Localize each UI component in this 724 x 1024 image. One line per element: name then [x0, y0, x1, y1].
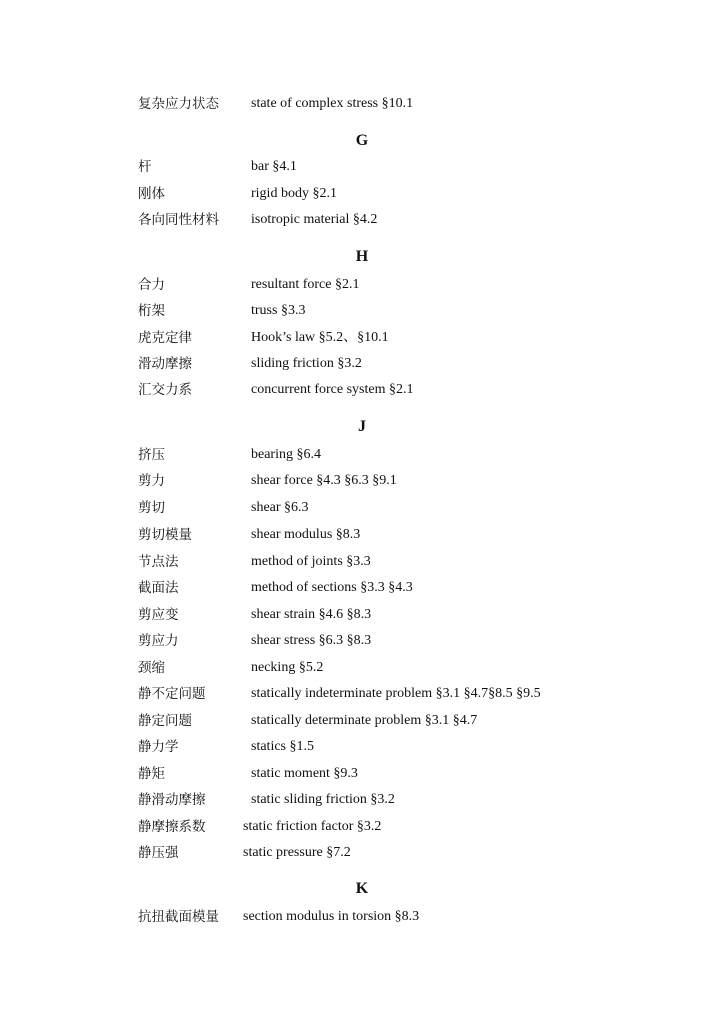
glossary-entry [0, 657, 724, 679]
term-english: static pressure §7.2 [243, 845, 351, 860]
glossary-entry [0, 763, 724, 785]
term-chinese: 剪切模量 [138, 527, 192, 543]
term-chinese: 颈缩 [138, 660, 165, 676]
glossary-entry [0, 327, 724, 349]
term-chinese: 剪应变 [138, 607, 179, 623]
term-english: statically indeterminate problem §3.1 §4.7§8.5 §9.5 [251, 686, 541, 701]
term-chinese: 虎克定律 [138, 330, 192, 346]
section-letter-h: H [355, 248, 369, 265]
term-english: statically determinate problem §3.1 §4.7 [251, 713, 478, 728]
term-chinese: 杆 [138, 159, 152, 175]
term-chinese: 静摩擦系数 [138, 819, 206, 835]
glossary-entry [0, 683, 724, 705]
term-chinese: 静矩 [138, 766, 165, 782]
glossary-entry [0, 497, 724, 519]
term-english: bar §4.1 [251, 159, 297, 174]
glossary-entry [0, 209, 724, 231]
term-chinese: 节点法 [138, 554, 179, 570]
glossary-entry [0, 577, 724, 599]
glossary-entry [0, 379, 724, 401]
term-english: sliding friction §3.2 [251, 356, 362, 371]
term-english: truss §3.3 [251, 303, 306, 318]
term-chinese: 剪力 [138, 473, 165, 489]
glossary-entry [0, 274, 724, 296]
section-letter-g: G [355, 132, 369, 149]
glossary-entry [0, 710, 724, 732]
term-chinese: 静力学 [138, 739, 179, 755]
glossary-entry [0, 93, 724, 115]
term-english: rigid body §2.1 [251, 186, 337, 201]
glossary-entry [0, 183, 724, 205]
term-chinese: 复杂应力状态 [138, 96, 219, 112]
term-english: static sliding friction §3.2 [251, 792, 395, 807]
glossary-entry [0, 604, 724, 626]
term-chinese: 静不定问题 [138, 686, 206, 702]
term-chinese: 滑动摩擦 [138, 356, 192, 372]
term-english: method of joints §3.3 [251, 554, 371, 569]
term-english: state of complex stress §10.1 [251, 96, 414, 111]
section-letter-j: J [358, 418, 366, 435]
term-chinese: 静压强 [138, 845, 179, 861]
term-chinese: 静定问题 [138, 713, 192, 729]
term-english: concurrent force system §2.1 [251, 382, 414, 397]
term-english: static friction factor §3.2 [243, 819, 382, 834]
term-chinese: 桁架 [138, 303, 165, 319]
glossary-entry [0, 524, 724, 546]
glossary-entry [0, 353, 724, 375]
term-english: shear §6.3 [251, 500, 309, 515]
glossary-entry [0, 551, 724, 573]
term-english: statics §1.5 [251, 739, 314, 754]
term-chinese: 静滑动摩擦 [138, 792, 206, 808]
term-english: shear modulus §8.3 [251, 527, 361, 542]
term-english: bearing §6.4 [251, 447, 321, 462]
term-chinese: 剪应力 [138, 633, 179, 649]
glossary-entry [0, 630, 724, 652]
term-english: Hook’s law §5.2、§10.1 [251, 330, 389, 345]
glossary-entry [0, 789, 724, 811]
glossary-entry [0, 816, 724, 838]
term-chinese: 抗扭截面模量 [138, 909, 219, 925]
term-english: resultant force §2.1 [251, 277, 360, 292]
glossary-entry [0, 444, 724, 466]
term-chinese: 剪切 [138, 500, 165, 516]
section-letter-k: K [355, 880, 369, 897]
term-english: shear strain §4.6 §8.3 [251, 607, 372, 622]
term-chinese: 汇交力系 [138, 382, 192, 398]
term-english: section modulus in torsion §8.3 [243, 909, 420, 924]
glossary-entry [0, 470, 724, 492]
term-chinese: 截面法 [138, 580, 179, 596]
glossary-entry [0, 842, 724, 864]
term-english: shear force §4.3 §6.3 §9.1 [251, 473, 397, 488]
glossary-entry [0, 736, 724, 758]
term-chinese: 刚体 [138, 186, 165, 202]
glossary-entry [0, 300, 724, 322]
term-english: isotropic material §4.2 [251, 212, 378, 227]
term-english: necking §5.2 [251, 660, 324, 675]
term-chinese: 挤压 [138, 447, 165, 463]
term-english: method of sections §3.3 §4.3 [251, 580, 413, 595]
glossary-entry [0, 906, 724, 928]
term-english: static moment §9.3 [251, 766, 358, 781]
term-chinese: 合力 [138, 277, 165, 293]
glossary-entry [0, 156, 724, 178]
term-english: shear stress §6.3 §8.3 [251, 633, 372, 648]
term-chinese: 各向同性材料 [138, 212, 219, 228]
